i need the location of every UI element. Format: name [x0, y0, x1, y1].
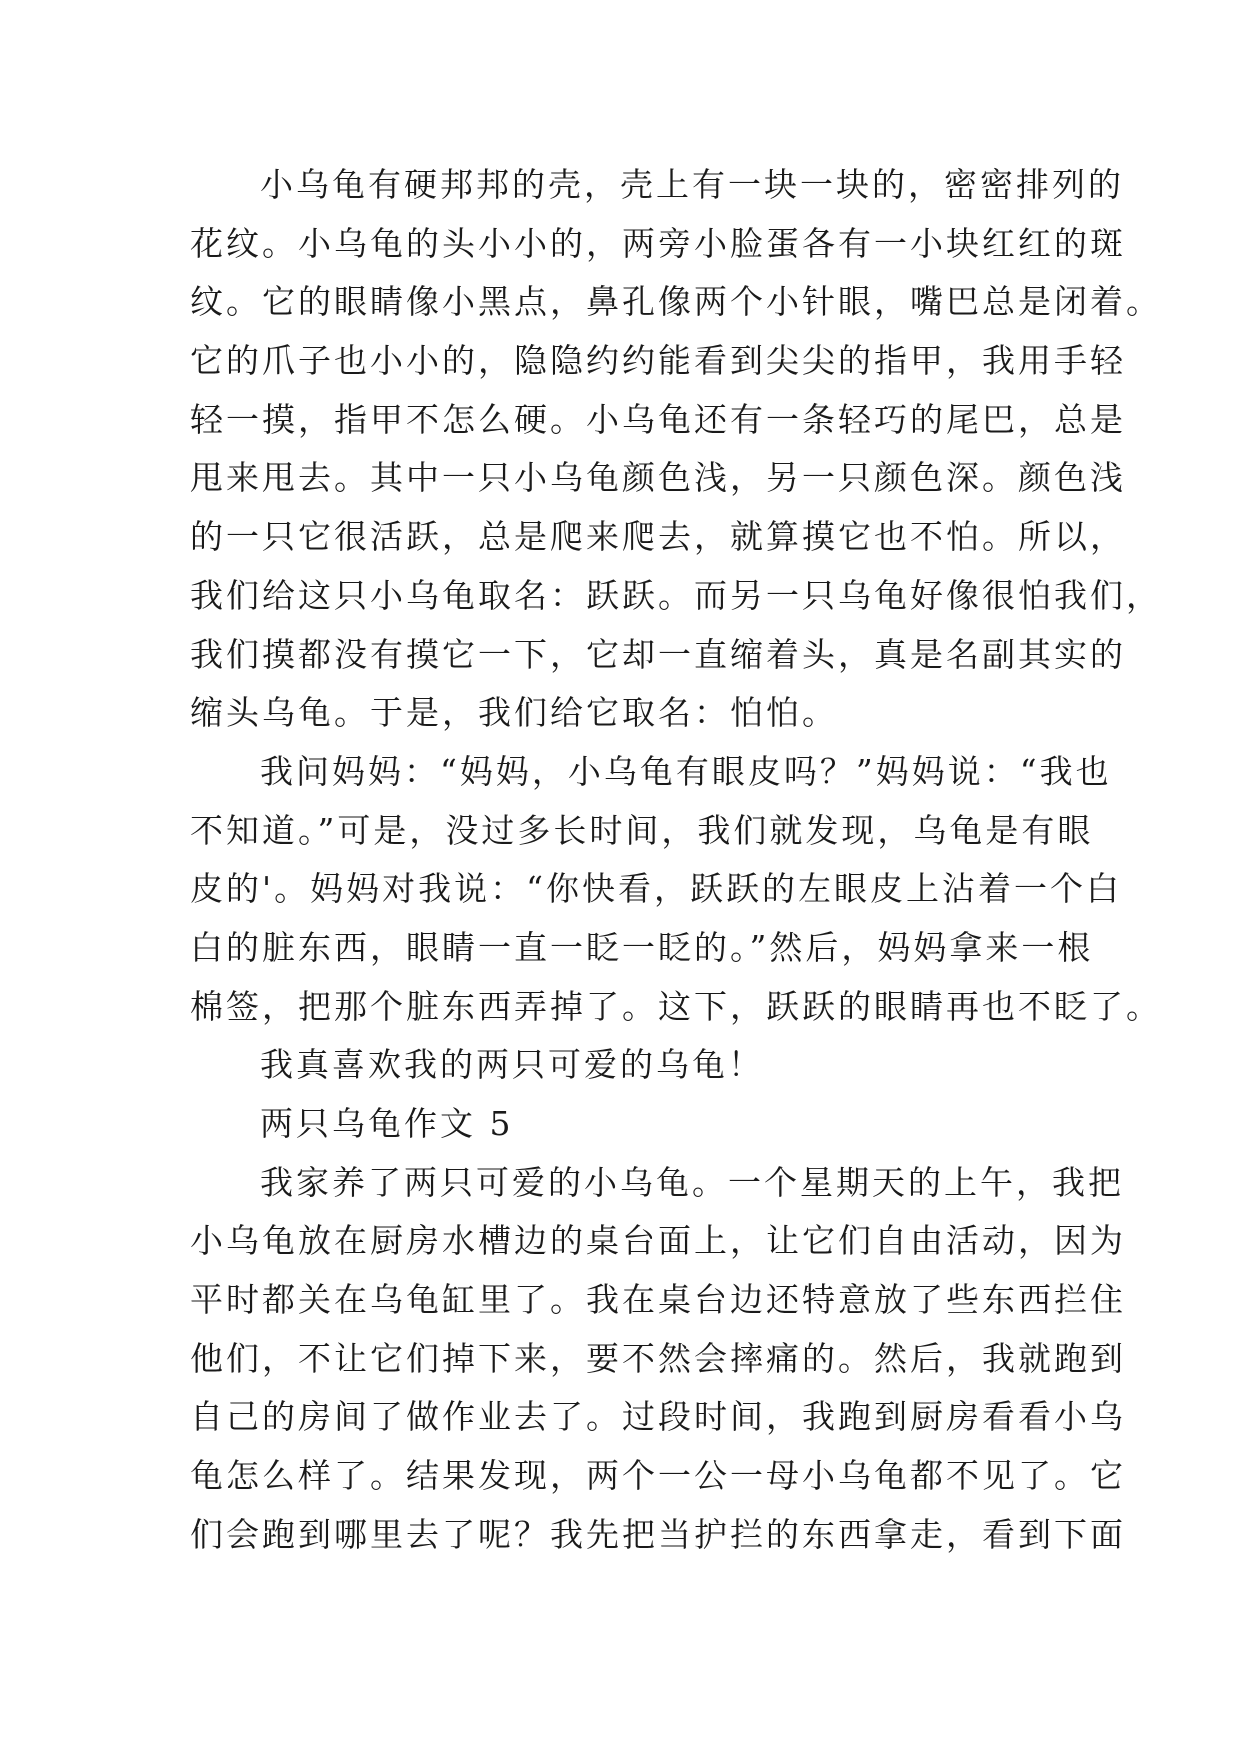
- essay-body: [190, 156, 1162, 1565]
- text-line: 皮的'。妈妈对我说：“你快看，跃跃的左眼皮上沾着一个白: [190, 869, 1122, 909]
- text-line: 他们，不让它们掉下来，要不然会摔痛的。然后，我就跑到: [190, 1338, 1126, 1378]
- text-line: 我家养了两只可爱的小乌龟。一个星期天的上午，我把: [260, 1162, 1124, 1202]
- text-line: 自己的房间了做作业去了。过段时间，我跑到厨房看看小乌: [190, 1397, 1126, 1437]
- text-line: 白的脏东西，眼睛一直一眨一眨的。”然后，妈妈拿来一根: [190, 927, 1094, 967]
- text-line: 不知道。”可是，没过多长时间，我们就发现，乌龟是有眼: [190, 810, 1094, 850]
- text-line: 我们摸都没有摸它一下，它却一直缩着头，真是名副其实的: [190, 634, 1126, 674]
- text-line: 小乌龟有硬邦邦的壳，壳上有一块一块的，密密排列的: [260, 165, 1124, 204]
- text-line: 轻一摸，指甲不怎么硬。小乌龟还有一条轻巧的尾巴，总是: [190, 399, 1126, 439]
- text-line: 我们给这只小乌龟取名：跃跃。而另一只乌龟好像很怕我们，: [190, 575, 1162, 615]
- text-line: 它的爪子也小小的，隐隐约约能看到尖尖的指甲，我用手轻: [190, 341, 1126, 381]
- text-line: 纹。它的眼睛像小黑点，鼻孔像两个小针眼，嘴巴总是闭着。: [190, 282, 1162, 322]
- text-line: 缩头乌龟。于是，我们给它取名：怕怕。: [190, 693, 838, 733]
- text-line: 平时都关在乌龟缸里了。我在桌台边还特意放了些东西拦住: [190, 1280, 1126, 1320]
- text-line: 龟怎么样了。结果发现，两个一公一母小乌龟都不见了。它: [190, 1456, 1126, 1496]
- text-line: 小乌龟放在厨房水槽边的桌台面上，让它们自由活动，因为: [190, 1221, 1126, 1261]
- text-line: 棉签，把那个脏东西弄掉了。这下，跃跃的眼睛再也不眨了。: [190, 986, 1162, 1026]
- text-line: 我真喜欢我的两只可爱的乌龟！: [260, 1045, 764, 1085]
- text-line: 们会跑到哪里去了呢？我先把当护拦的东西拿走，看到下面: [190, 1514, 1126, 1554]
- text-line: 甩来甩去。其中一只小乌龟颜色浅，另一只颜色深。颜色浅: [190, 458, 1126, 498]
- text-line: 的一只它很活跃，总是爬来爬去，就算摸它也不怕。所以，: [190, 517, 1126, 557]
- text-line: 我问妈妈：“妈妈，小乌龟有眼皮吗？”妈妈说：“我也: [260, 751, 1112, 791]
- section-heading: 两只乌龟作文 5: [260, 1104, 514, 1143]
- text-line: 花纹。小乌龟的头小小的，两旁小脸蛋各有一小块红红的斑: [190, 223, 1126, 263]
